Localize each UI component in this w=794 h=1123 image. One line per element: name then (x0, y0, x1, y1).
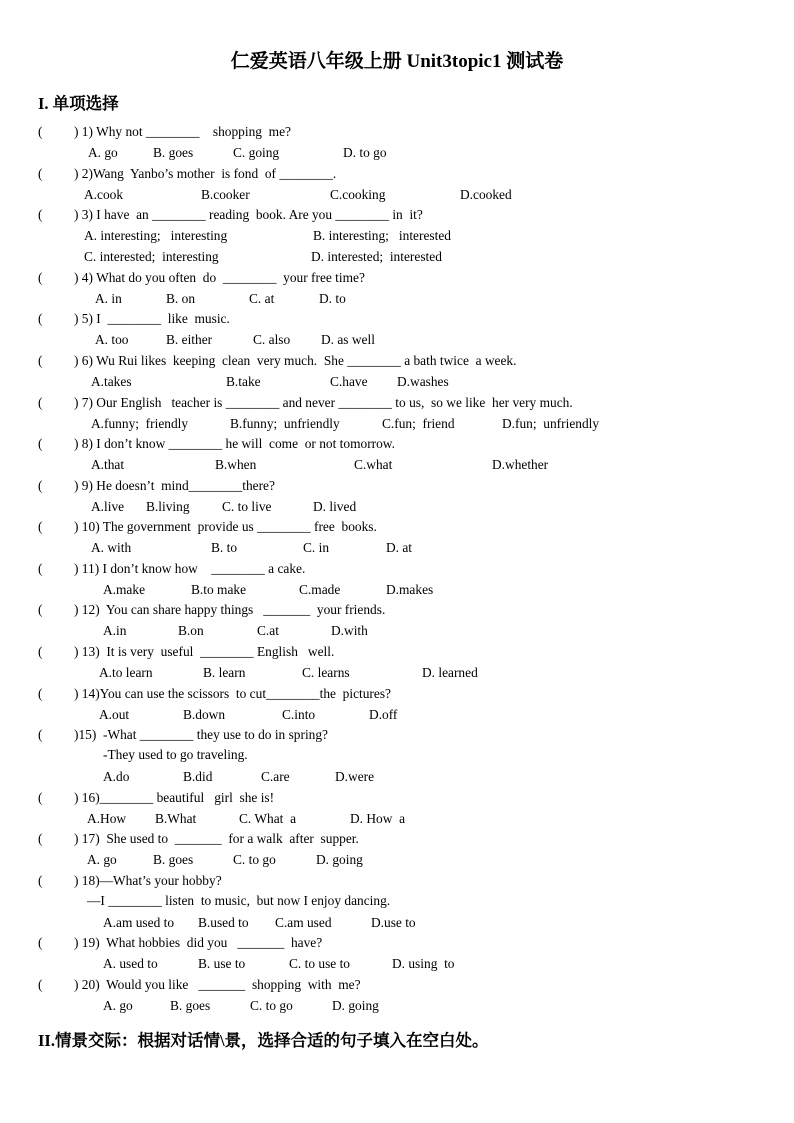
option: A.How (87, 811, 127, 826)
option: D. How a (350, 811, 406, 826)
option: A. used to (103, 956, 158, 971)
question-stem: ) 2)Wang Yanbo’s mother is fond of ________. (74, 166, 337, 181)
page-title: 仁爱英语八年级上册 Unit3topic1 测试卷 (230, 51, 564, 72)
option: B. learn (203, 665, 246, 680)
option: B.on (178, 623, 204, 638)
option: C. interested; interesting (84, 249, 219, 264)
answer-paren: ( (38, 311, 43, 326)
option: D. to (319, 291, 346, 306)
question-stem: ) 18)—What’s your hobby? (74, 873, 222, 888)
option: A.cook (84, 187, 124, 202)
option: D.with (331, 623, 368, 638)
option: C. also (253, 332, 291, 347)
question-stem: ) 3) I have an ________ reading book. Are you ________ in it? (74, 207, 423, 222)
question-stem: ) 17) She used to _______ for a walk after supper. (74, 831, 359, 846)
option: B.funny; unfriendly (230, 416, 340, 431)
option: A.that (91, 457, 125, 472)
option: A.am used to (103, 915, 175, 930)
option: A. interesting; interesting (84, 228, 228, 243)
question-stem: ) 12) You can share happy things _______ your friends. (74, 602, 386, 617)
option: B. to (211, 540, 238, 555)
option: A. with (91, 540, 132, 555)
option: A.do (103, 769, 130, 784)
option: A. go (88, 145, 118, 160)
option: D.whether (492, 457, 549, 472)
option: C. in (303, 540, 330, 555)
option: C.have (330, 374, 368, 389)
section-2-heading: II.情景交际：根据对话情\景，选择合适的句子填入在空白处。 (38, 1031, 489, 1050)
option: C.fun; friend (382, 416, 455, 431)
option: D.use to (371, 915, 416, 930)
option: B.did (183, 769, 213, 784)
option: C. going (233, 145, 280, 160)
option: D. using to (392, 956, 455, 971)
question-stem: ) 6) Wu Rui likes keeping clean very much. She ________ a bath twice a week. (74, 353, 517, 368)
answer-paren: ( (38, 602, 43, 617)
option: C.into (282, 707, 316, 722)
option: C. to live (222, 499, 272, 514)
answer-paren: ( (38, 207, 43, 222)
answer-paren: ( (38, 644, 43, 659)
answer-paren: ( (38, 686, 43, 701)
option: B.What (155, 811, 197, 826)
option: B.used to (198, 915, 249, 930)
question-stem: ) 5) I ________ like music. (74, 311, 230, 326)
answer-paren: ( (38, 270, 43, 285)
option: C. to use to (289, 956, 351, 971)
option: B.down (183, 707, 226, 722)
option: A.funny; friendly (91, 416, 189, 431)
option: A.live (91, 499, 125, 514)
option: C.what (354, 457, 393, 472)
option: D. interested; interested (311, 249, 442, 264)
question-stem: ) 13) It is very useful ________ English well. (74, 644, 335, 659)
option: C.cooking (330, 187, 386, 202)
option: B. use to (198, 956, 246, 971)
option: C. to go (250, 998, 293, 1013)
option: A.out (99, 707, 130, 722)
question-stem: ) 8) I don’t know ________ he will come or not tomorrow. (74, 436, 395, 451)
option: A. go (87, 852, 117, 867)
answer-paren: ( (38, 353, 43, 368)
option: C.at (257, 623, 279, 638)
question-stem: ) 11) I don’t know how ________ a cake. (74, 561, 306, 576)
question-stem: ) 20) Would you like _______ shopping with me? (74, 977, 361, 992)
answer-paren: ( (38, 873, 43, 888)
question-stem: )15) -What ________ they use to do in spring? (74, 727, 329, 742)
option: D. learned (422, 665, 478, 680)
question-stem: ) 14)You can use the scissors to cut________the pictures? (74, 686, 391, 701)
option: B.living (146, 499, 190, 514)
answer-paren: ( (38, 727, 43, 742)
answer-paren: ( (38, 166, 43, 181)
option: D.off (369, 707, 398, 722)
answer-paren: ( (38, 124, 43, 139)
question-stem: ) 10) The government provide us ________ free books. (74, 519, 377, 534)
question-line2: —I ________ listen to music, but now I enjoy dancing. (87, 893, 391, 908)
answer-paren: ( (38, 831, 43, 846)
answer-paren: ( (38, 935, 43, 950)
question-line2: -They used to go traveling. (103, 747, 248, 762)
option: C.are (261, 769, 290, 784)
option: C. What a (239, 811, 297, 826)
option: C.made (299, 582, 341, 597)
option: C.am used (275, 915, 332, 930)
option: A.to learn (99, 665, 153, 680)
option: B. either (166, 332, 213, 347)
option: B. on (166, 291, 196, 306)
option: D. to go (343, 145, 387, 160)
option: D. going (332, 998, 379, 1013)
answer-paren: ( (38, 478, 43, 493)
option: A.make (103, 582, 146, 597)
answer-paren: ( (38, 977, 43, 992)
option: B. interesting; interested (313, 228, 451, 243)
option: C. to go (233, 852, 276, 867)
answer-paren: ( (38, 790, 43, 805)
question-stem: ) 4) What do you often do ________ your free time? (74, 270, 365, 285)
option: C. learns (302, 665, 350, 680)
answer-paren: ( (38, 561, 43, 576)
option: D.were (335, 769, 375, 784)
option: C. at (249, 291, 275, 306)
option: B.cooker (201, 187, 250, 202)
question-stem: ) 19) What hobbies did you _______ have? (74, 935, 323, 950)
option: D. as well (321, 332, 375, 347)
option: D.cooked (460, 187, 512, 202)
option: D. lived (313, 499, 357, 514)
option: B. goes (153, 852, 194, 867)
option: B. goes (153, 145, 194, 160)
option: D.washes (397, 374, 449, 389)
answer-paren: ( (38, 395, 43, 410)
question-stem: ) 9) He doesn’t mind________there? (74, 478, 275, 493)
option: A. go (103, 998, 133, 1013)
option: B.take (226, 374, 261, 389)
question-stem: ) 1) Why not ________ shopping me? (74, 124, 291, 139)
option: B. goes (170, 998, 211, 1013)
question-stem: ) 16)________ beautiful girl she is! (74, 790, 275, 805)
option: D. going (316, 852, 363, 867)
option: B.to make (191, 582, 247, 597)
question-stem: ) 7) Our English teacher is ________ and never ________ to us, so we like her very much. (74, 395, 573, 410)
option: A. too (95, 332, 129, 347)
option: D.makes (386, 582, 434, 597)
option: D. at (386, 540, 413, 555)
option: A. in (95, 291, 122, 306)
option: D.fun; unfriendly (502, 416, 600, 431)
answer-paren: ( (38, 519, 43, 534)
option: B.when (215, 457, 257, 472)
option: A.in (103, 623, 127, 638)
answer-paren: ( (38, 436, 43, 451)
option: A.takes (91, 374, 132, 389)
section-1-heading: I. 单项选择 (38, 94, 119, 113)
